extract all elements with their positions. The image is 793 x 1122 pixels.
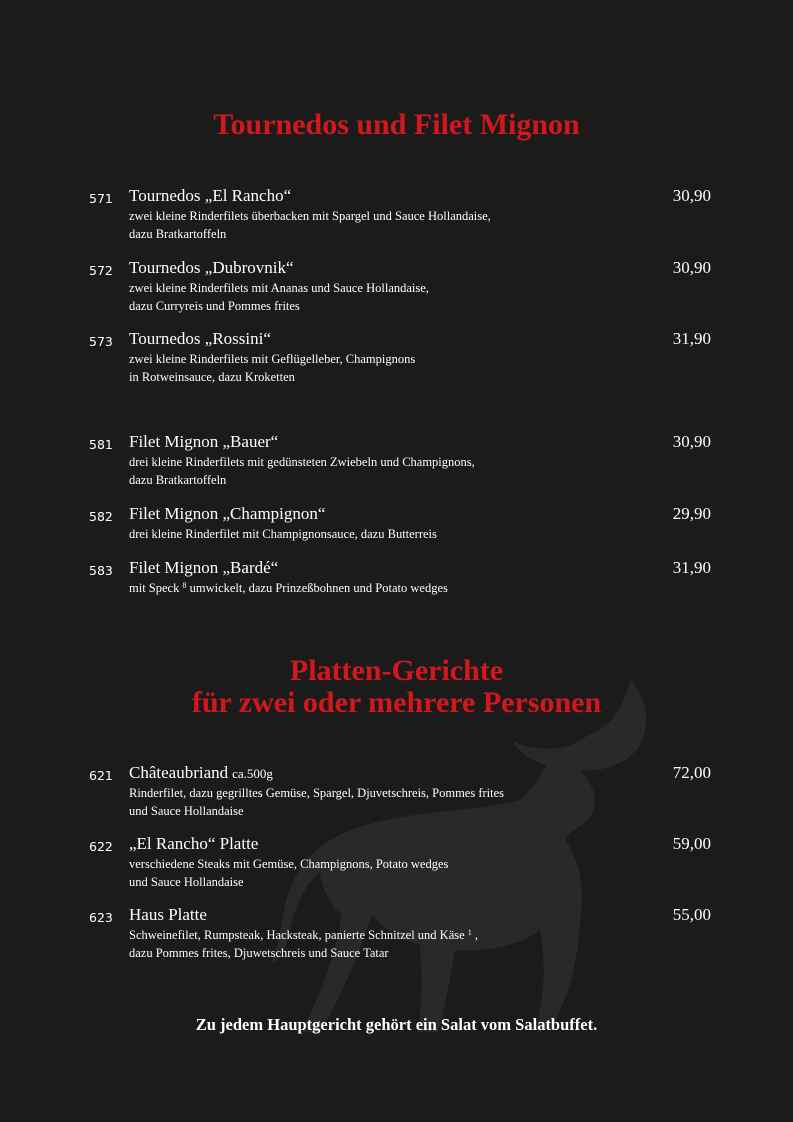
item-description bbox=[129, 453, 475, 489]
item-price: 30,90 bbox=[672, 186, 711, 205]
item-number: 622 bbox=[89, 839, 113, 854]
item-description bbox=[129, 784, 504, 820]
description-line: Rinderfilet, dazu gegrilltes Gemüse, Spargel, Djuvetschreis, Pommes frites bbox=[129, 786, 505, 800]
item-price: 30,90 bbox=[672, 258, 711, 277]
item-number: 573 bbox=[89, 334, 113, 349]
allergen-footnote: 8 bbox=[182, 581, 187, 590]
item-description bbox=[129, 350, 415, 386]
description-text: , bbox=[474, 928, 479, 942]
item-name: Filet Mignon „Bardé“ bbox=[129, 558, 279, 577]
item-number: 571 bbox=[89, 191, 113, 206]
item-price: 30,90 bbox=[672, 432, 711, 451]
item-name: „El Rancho“ Platte bbox=[129, 834, 259, 853]
item-price: 55,00 bbox=[672, 905, 711, 924]
item-description bbox=[129, 579, 448, 597]
item-name: Tournedos „El Rancho“ bbox=[129, 186, 292, 205]
section-title-platten: Platten-Gerichte bbox=[289, 654, 504, 687]
item-description bbox=[129, 279, 429, 315]
description-line: verschiedene Steaks mit Gemüse, Champignons, Potato wedges bbox=[129, 857, 449, 871]
item-name-text: Châteaubriand bbox=[129, 763, 229, 782]
description-text: Schweinefilet, Rumpsteak, Hacksteak, panierte Schnitzel und Käse bbox=[129, 928, 465, 942]
section-title-tournedos: Tournedos und Filet Mignon bbox=[213, 108, 580, 141]
item-number: 581 bbox=[89, 437, 113, 452]
description-text: mit Speck bbox=[129, 581, 180, 595]
item-name: Tournedos „Dubrovnik“ bbox=[129, 258, 294, 277]
item-number: 572 bbox=[89, 263, 113, 278]
item-number: 583 bbox=[89, 563, 113, 578]
section-subtitle-platten: für zwei oder mehrere Personen bbox=[191, 686, 602, 719]
description-line: dazu Bratkartoffeln bbox=[129, 473, 227, 487]
item-name: Tournedos „Rossini“ bbox=[129, 329, 271, 348]
item-name: Haus Platte bbox=[129, 905, 207, 924]
description-line: in Rotweinsauce, dazu Kroketten bbox=[129, 370, 295, 384]
description-text: umwickelt, dazu Prinzeßbohnen und Potato wedges bbox=[189, 581, 448, 595]
item-price: 59,00 bbox=[672, 834, 711, 853]
item-number: 582 bbox=[89, 509, 113, 524]
item-name: Filet Mignon „Bauer“ bbox=[129, 432, 279, 451]
allergen-footnote: 1 bbox=[467, 928, 472, 937]
item-description bbox=[129, 207, 491, 243]
item-price: 72,00 bbox=[672, 763, 711, 782]
description-line: dazu Curryreis und Pommes frites bbox=[129, 299, 300, 313]
description-line: zwei kleine Rinderfilets überbacken mit Spargel und Sauce Hollandaise, bbox=[129, 209, 491, 223]
footer-note: Zu jedem Hauptgericht gehört ein Salat vom Salatbuffet. bbox=[195, 1015, 598, 1034]
description-line: dazu Bratkartoffeln bbox=[129, 227, 227, 241]
item-quantity: ca.500g bbox=[232, 766, 273, 781]
description-line: drei kleine Rinderfilets mit gedünsteten Zwiebeln und Champignons, bbox=[129, 455, 475, 469]
item-name: Filet Mignon „Champignon“ bbox=[129, 504, 326, 523]
item-name bbox=[129, 763, 273, 784]
item-description bbox=[129, 926, 478, 962]
description-line: und Sauce Hollandaise bbox=[129, 804, 244, 818]
description-line: drei kleine Rinderfilet mit Champignonsauce, dazu Butterreis bbox=[129, 527, 437, 541]
item-description bbox=[129, 525, 437, 543]
description-line: zwei kleine Rinderfilets mit Ananas und Sauce Hollandaise, bbox=[129, 281, 429, 295]
item-price: 31,90 bbox=[672, 329, 711, 348]
description-line: zwei kleine Rinderfilets mit Geflügelleber, Champignons bbox=[129, 352, 416, 366]
item-number: 623 bbox=[89, 910, 113, 925]
description-line bbox=[129, 579, 448, 597]
description-line: dazu Pommes frites, Djuwetschreis und Sauce Tatar bbox=[129, 946, 389, 960]
item-description bbox=[129, 855, 448, 891]
description-line: und Sauce Hollandaise bbox=[129, 875, 244, 889]
item-price: 31,90 bbox=[672, 558, 711, 577]
item-number: 621 bbox=[89, 768, 113, 783]
item-price: 29,90 bbox=[672, 504, 711, 523]
description-line bbox=[129, 926, 478, 944]
